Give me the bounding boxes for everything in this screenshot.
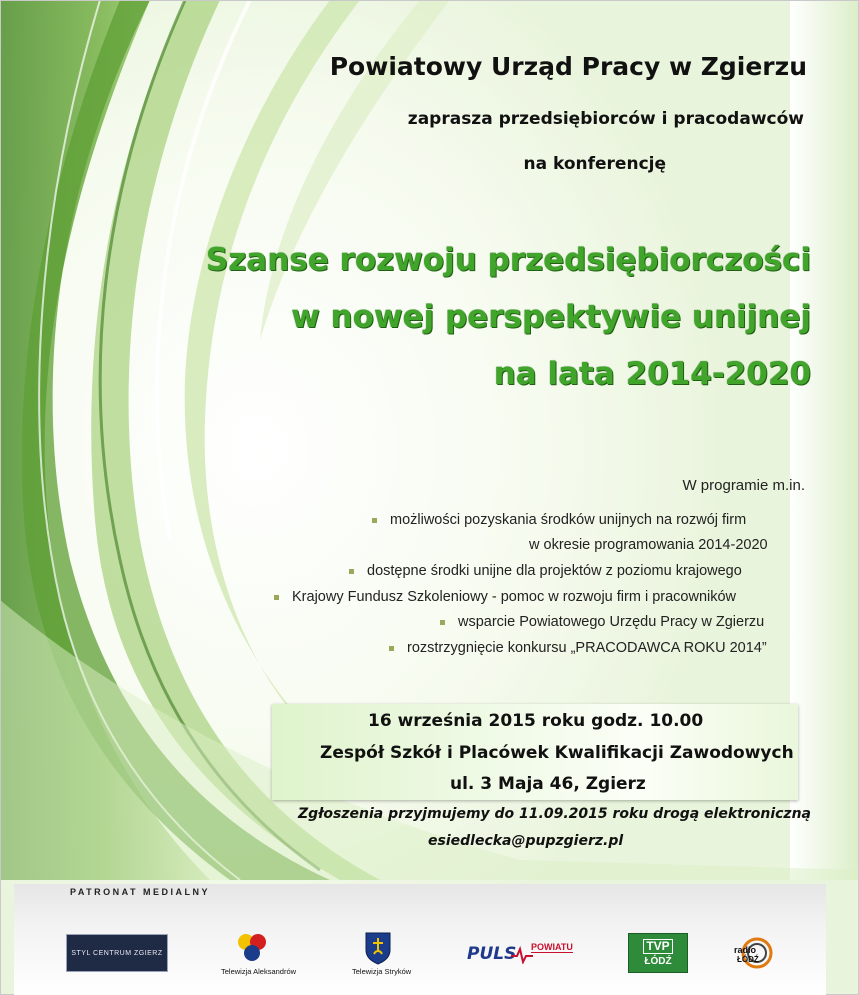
event-date: 16 września 2015 roku godz. 10.00	[368, 711, 704, 731]
styl-centrum-logo-text: STYL CENTRUM ZGIERZ	[71, 949, 163, 957]
bullet-square-icon	[440, 620, 445, 625]
program-item	[274, 589, 736, 605]
radio-lodz-logo-text: ŁÓDŹ	[737, 955, 759, 964]
title-line-1: Szanse rozwoju przedsiębiorczości	[205, 242, 811, 278]
puls-powiatu-logo	[467, 942, 573, 968]
heartbeat-icon	[511, 946, 533, 964]
registration-info: Zgłoszenia przyjmujemy do 11.09.2015 roku drogą elektroniczną	[298, 806, 811, 822]
title-line-2: w nowej perspektywie unijnej	[291, 299, 811, 335]
title-line-3: na lata 2014-2020	[493, 356, 811, 392]
puls-logo-text: PULS	[467, 944, 517, 964]
program-item-text: Krajowy Fundusz Szkoleniowy - pomoc w rozwoju firm i pracowników	[292, 589, 737, 605]
program-item-continuation: w okresie programowania 2014-2020	[529, 537, 768, 553]
program-item	[349, 563, 742, 579]
event-address: ul. 3 Maja 46, Zgierz	[450, 774, 646, 794]
program-item	[389, 640, 767, 656]
conference-line: na konferencję	[523, 154, 666, 174]
program-item-text: rozstrzygnięcie konkursu „PRACODAWCA ROKU 2014”	[407, 640, 767, 656]
radio-lodz-logo	[734, 936, 774, 970]
telewizja-aleksandrow-logo	[232, 930, 272, 966]
media-patronage-label: PATRONAT MEDIALNY	[70, 887, 210, 897]
program-item-text: możliwości pozyskania środków unijnych na rozwój firm	[390, 512, 747, 528]
invitation-line: zaprasza przedsiębiorców i pracodawców	[407, 109, 804, 129]
telewizja-aleksandrow-caption: Telewizja Aleksandrów	[221, 967, 297, 976]
bullet-square-icon	[349, 569, 354, 574]
program-item	[372, 512, 746, 528]
event-venue: Zespół Szkół i Placówek Kwalifikacji Zawodowych	[320, 743, 794, 763]
organization-name: Powiatowy Urząd Pracy w Zgierzu	[329, 52, 807, 81]
registration-email: esiedlecka@pupzgierz.pl	[428, 833, 624, 849]
tvp-logo-text: TVP	[643, 939, 672, 954]
telewizja-strykow-caption: Telewizja Stryków	[352, 967, 412, 976]
tvp-lodz-logo	[628, 933, 688, 973]
program-item-text: wsparcie Powiatowego Urzędu Pracy w Zgierzu	[458, 614, 765, 630]
conference-title	[206, 232, 811, 403]
bullet-square-icon	[372, 518, 377, 523]
program-item	[440, 614, 764, 630]
powiatu-logo-text: POWIATU	[531, 942, 573, 952]
telewizja-strykow-logo	[363, 930, 393, 965]
styl-centrum-zgierz-logo	[66, 934, 168, 972]
lodz-logo-text: ŁÓDŹ	[644, 955, 672, 967]
program-item-text: dostępne środki unijne dla projektów z poziomu krajowego	[367, 563, 742, 579]
radio-logo-text: radio	[734, 945, 757, 955]
bullet-square-icon	[389, 646, 394, 651]
bullet-square-icon	[274, 595, 279, 600]
program-heading: W programie m.in.	[682, 477, 805, 494]
